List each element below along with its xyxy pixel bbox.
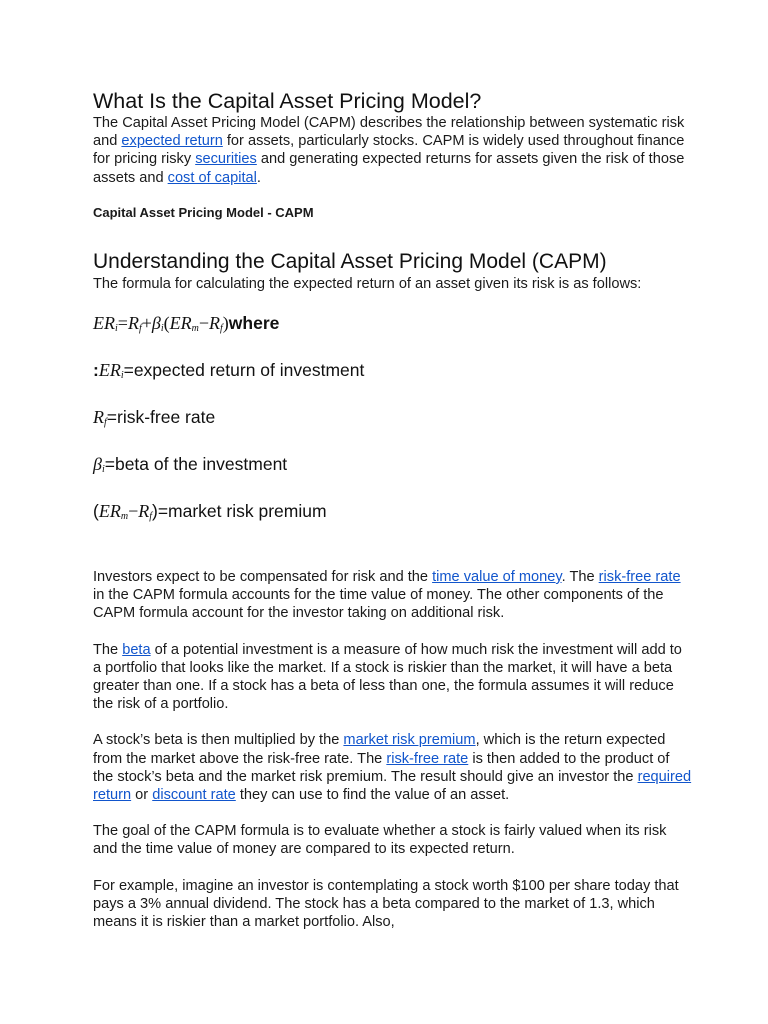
document-page [93,88,693,931]
intro-text-2: for assets, particularly stocks. CAPM is widely used throughout finance for pricing risky [93,133,685,168]
definition-expected-return: $:ER_i=expected$ return of investment [93,360,365,382]
intro-text-3: and generating expected returns for assets given the risk of those assets and [93,151,685,186]
where-label: where [228,313,280,334]
intro-text-4: . [256,169,261,186]
market-risk-premium-link[interactable]: market risk premium [343,732,476,749]
section-heading: Understanding the Capital Asset Pricing Model (CAPM) [93,249,607,273]
definition-beta: $\beta_i=beta$ of the investment [93,454,288,476]
expected-return-link[interactable]: expected return [121,133,223,150]
formula-intro: The formula for calculating the expected return of an asset given its risk is as follows: [93,275,642,292]
page-title: What Is the Capital Asset Pricing Model? [93,89,482,113]
paragraph-goal: The goal of the CAPM formula is to evaluate whether a stock is fairly valued when its risk and the time value of money are compared to its expected return. [93,823,667,858]
risk-free-rate-link-2[interactable]: risk-free rate [386,750,469,767]
required-return-link[interactable]: required return [93,768,692,804]
time-value-of-money-link[interactable]: time value of money [432,569,562,586]
paragraph-market-risk-premium: A stock’s beta is then multiplied by the market risk premium, which is the return expected from the market above the risk-free rate. The risk-free rate is then added to the product of the stock’s beta and the market risk premium. The result should give an investor the required return or discount rate they can use to find the value of an asset. [93,732,692,804]
cost-of-capital-link[interactable]: cost of capital [167,169,257,186]
discount-rate-link[interactable]: discount rate [152,787,236,804]
securities-link[interactable]: securities [195,151,257,168]
capm-subheading: Capital Asset Pricing Model - CAPM [93,204,314,220]
definition-risk-free-rate: $R_f=risk$-free rate [93,407,216,429]
definition-market-risk-premium: $(ER_m-R_f)=market$ risk premium [93,501,327,523]
risk-free-rate-link[interactable]: risk-free rate [598,569,681,586]
capm-formula: $ER_i=R_f+\beta_i(ER_m-R_f)where$ [93,313,280,335]
intro-text-1: The Capital Asset Pricing Model (CAPM) describes the relationship between systematic risk and [93,115,685,150]
paragraph-example: For example, imagine an investor is contemplating a stock worth $100 per share today that pays a 3% annual dividend. The stock has a beta compared to the market of 1.3, which means it is riskier than a market portfolio. Also, [93,877,679,931]
beta-link[interactable]: beta [122,641,151,658]
intro-paragraph [93,114,693,187]
paragraph-beta: The beta of a potential investment is a measure of how much risk the investment will add to a portfolio that looks like the market. If a stock is riskier than the market, it will have a beta greater than one. If a stock has a beta of less than one, the formula assumes it will reduce the risk of a portfolio. [93,641,682,713]
paragraph-compensation: Investors expect to be compensated for risk and the time value of money. The risk-free rate in the CAPM formula accounts for the time value of money. The other components of the CAPM formula account for the investor taking on additional risk. [93,569,681,622]
